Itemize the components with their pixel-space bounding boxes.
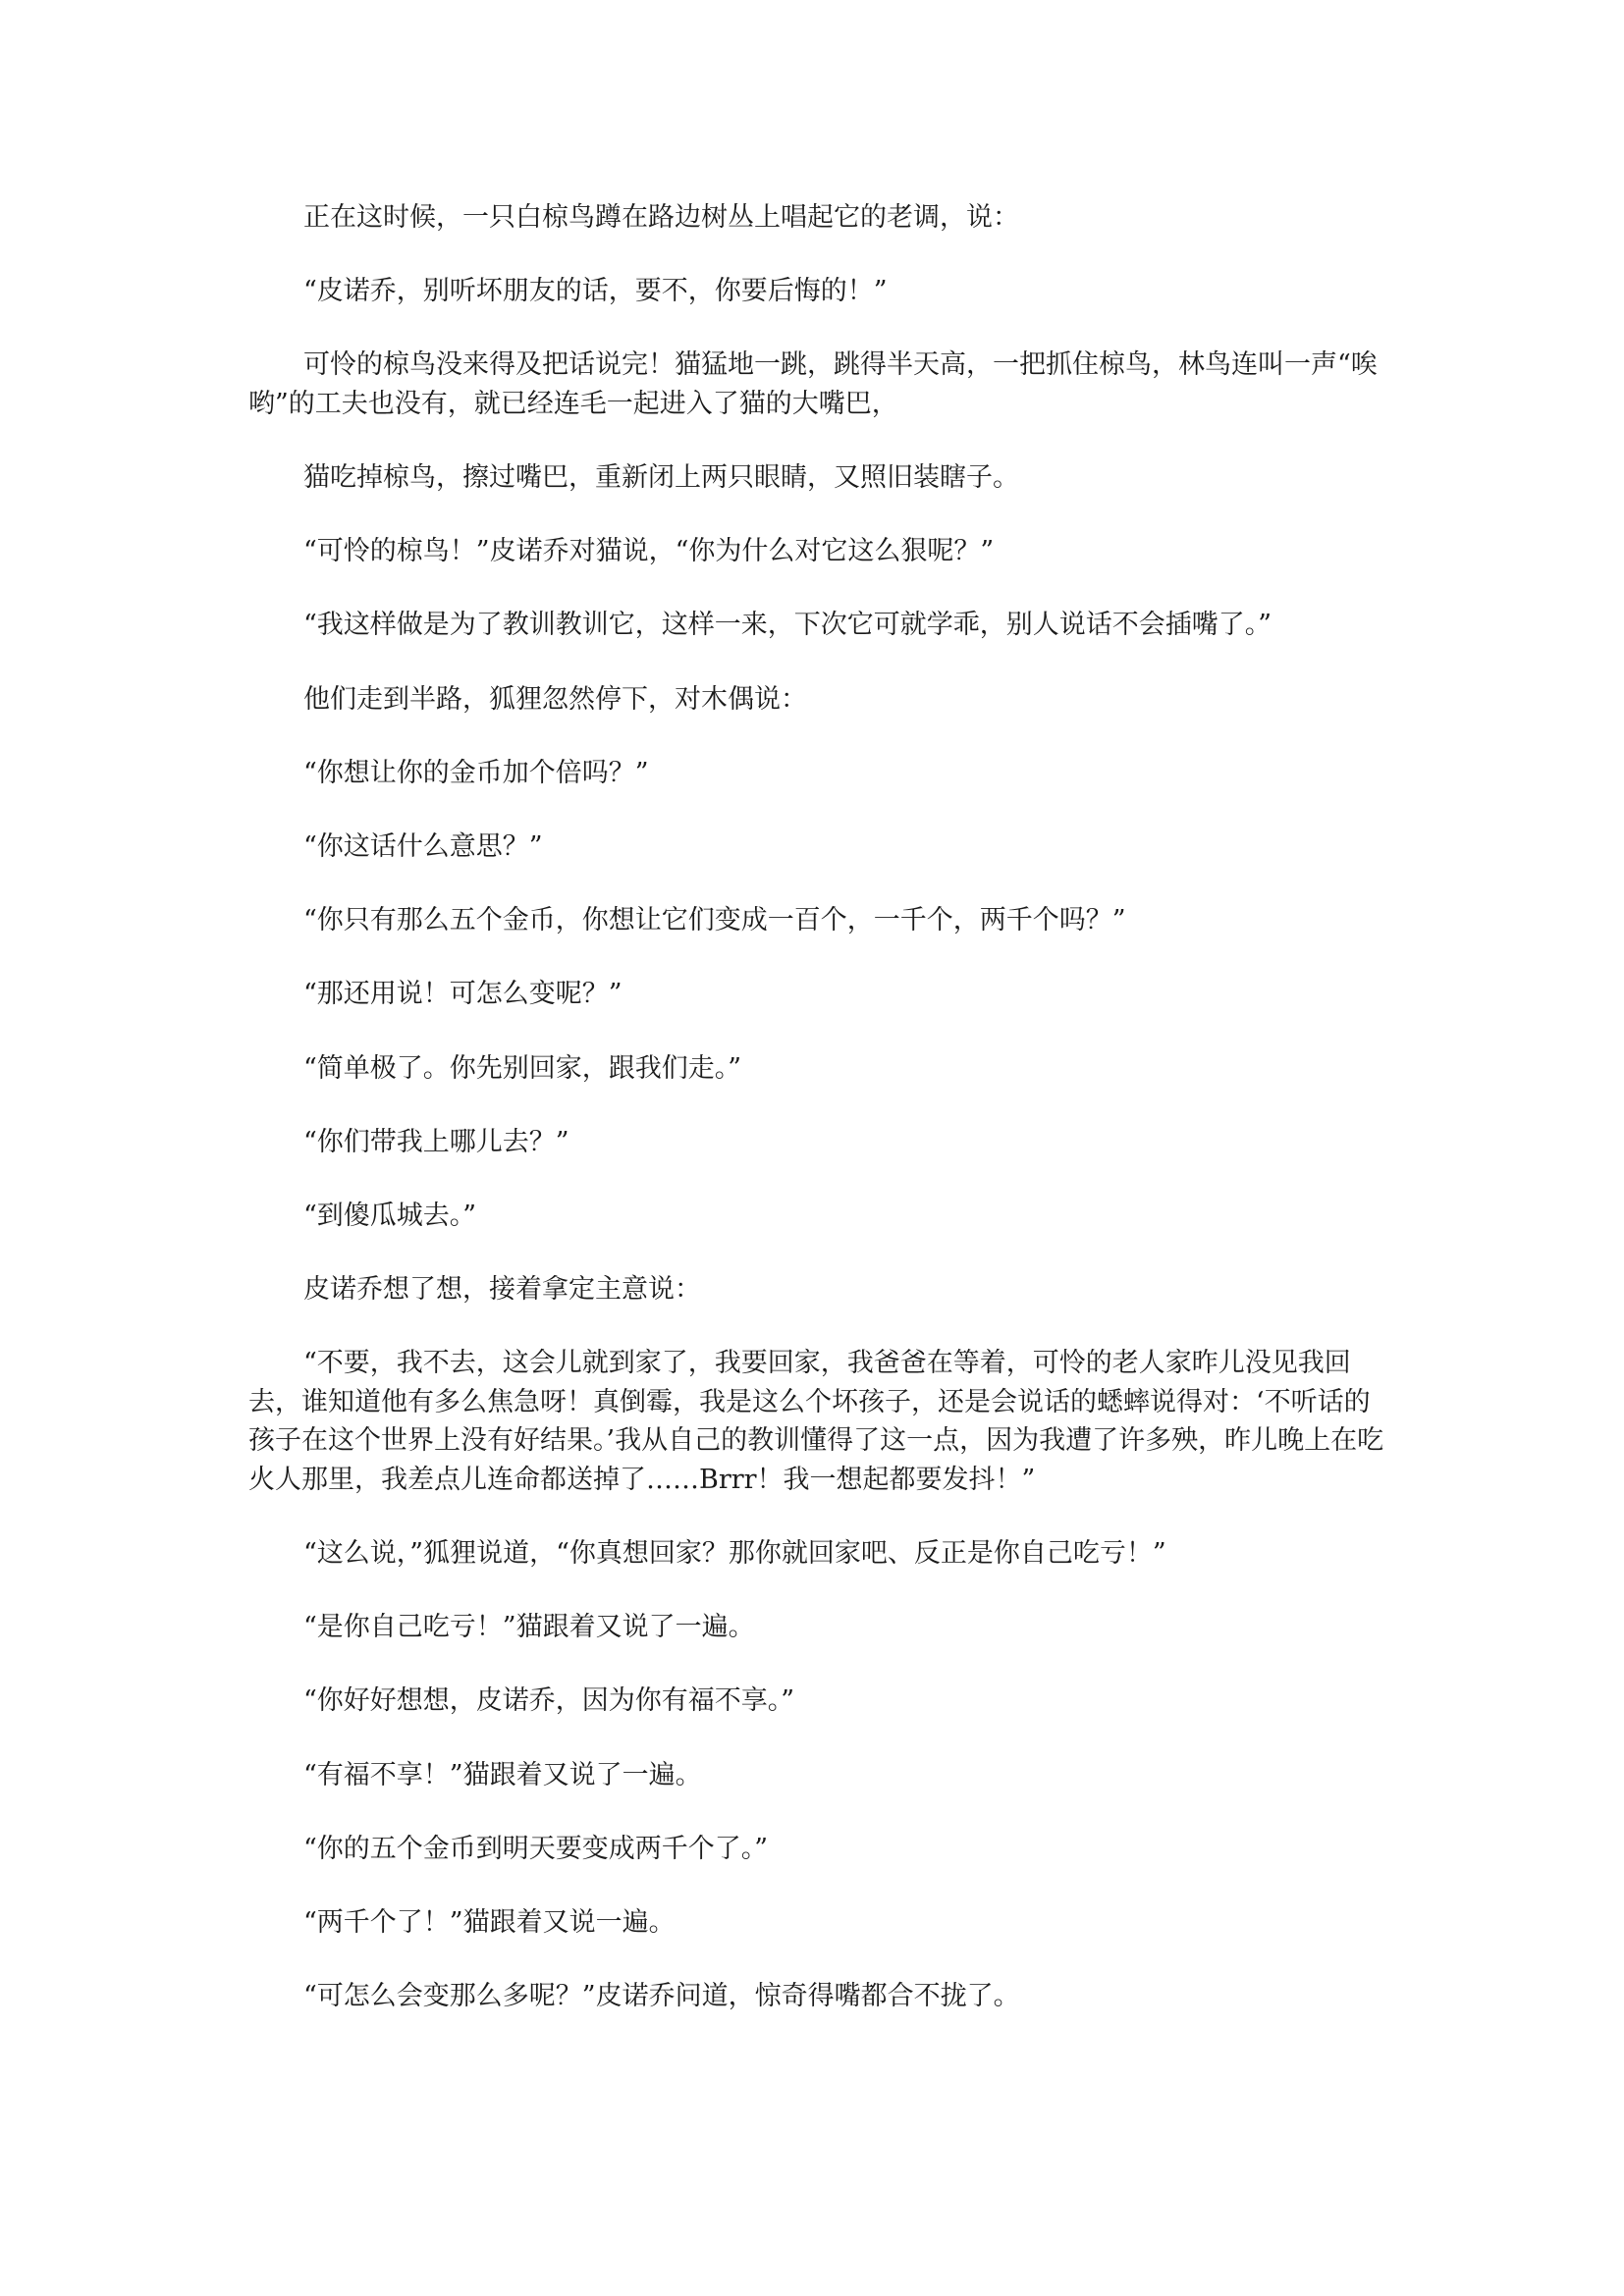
paragraph-21: “你的五个金币到明天要变成两千个了。” — [303, 1833, 769, 1864]
paragraph-11: “那还用说！可怎么变呢？” — [303, 979, 623, 1010]
paragraph-3: 可怜的椋鸟没来得及把话说完！猫猛地一跳，跳得半天高，一把抓住椋鸟，林鸟连叫一声“唉哟”的工夫也没有，就已经连毛一起进入了猫的大嘴巴， — [248, 349, 1378, 419]
paragraph-17: “这么说，”狐狸说道，“你真想回家？那你就回家吧、反正是你自己吃亏！” — [303, 1538, 1166, 1569]
paragraph-2: “皮诺乔，别听坏朋友的话，要不，你要后悔的！” — [303, 276, 888, 307]
paragraph-14: “到傻瓜城去。” — [303, 1200, 477, 1231]
paragraph-4: 猫吃掉椋鸟，擦过嘴巴，重新闭上两只眼睛，又照旧装瞎子。 — [303, 462, 1019, 494]
paragraph-15: 皮诺乔想了想，接着拿定主意说： — [303, 1274, 701, 1306]
paragraph-12: “简单极了。你先别回家，跟我们走。” — [303, 1052, 742, 1084]
paragraph-18: “是你自己吃亏！”猫跟着又说了一遍。 — [303, 1612, 755, 1643]
document-body — [248, 198, 1389, 2051]
paragraph-6: “我这样做是为了教训教训它，这样一来，下次它可就学乖，别人说话不会插嘴了。” — [303, 610, 1272, 641]
paragraph-9: “你这话什么意思？” — [303, 831, 543, 862]
paragraph-8: “你想让你的金币加个倍吗？” — [303, 757, 649, 788]
paragraph-10: “你只有那么五个金币，你想让它们变成一百个，一千个，两千个吗？” — [303, 905, 1126, 936]
paragraph-7: 他们走到半路，狐狸忽然停下，对木偶说： — [303, 683, 807, 715]
paragraph-20: “有福不享！”猫跟着又说了一遍。 — [303, 1759, 702, 1790]
paragraph-1: 正在这时候，一只白椋鸟蹲在路边树丛上唱起它的老调，说： — [303, 202, 1019, 233]
paragraph-22: “两千个了！”猫跟着又说一遍。 — [303, 1906, 676, 1938]
paragraph-13: “你们带我上哪儿去？” — [303, 1126, 569, 1157]
paragraph-16: “不要，我不去，这会儿就到家了，我要回家，我爸爸在等着，可怜的老人家昨儿没见我回去，谁知道他有多么焦急呀！真倒霉，我是这么个坏孩子，还是会说话的蟋蟀说得对：‘不听话的孩子在这个世界上没有好结果。’我从自己的教训懂得了这一点，因为我遭了许多殃，昨儿晚上在吃火人那里，我差点儿连命都送掉了……Brrr！我一想起都要发抖！” — [248, 1348, 1384, 1495]
paragraph-5: “可怜的椋鸟！”皮诺乔对猫说，“你为什么对它这么狠呢？” — [303, 536, 995, 567]
paragraph-23: “可怎么会变那么多呢？”皮诺乔问道，惊奇得嘴都合不拢了。 — [303, 1981, 1020, 2012]
paragraph-19: “你好好想想，皮诺乔，因为你有福不享。” — [303, 1685, 795, 1717]
